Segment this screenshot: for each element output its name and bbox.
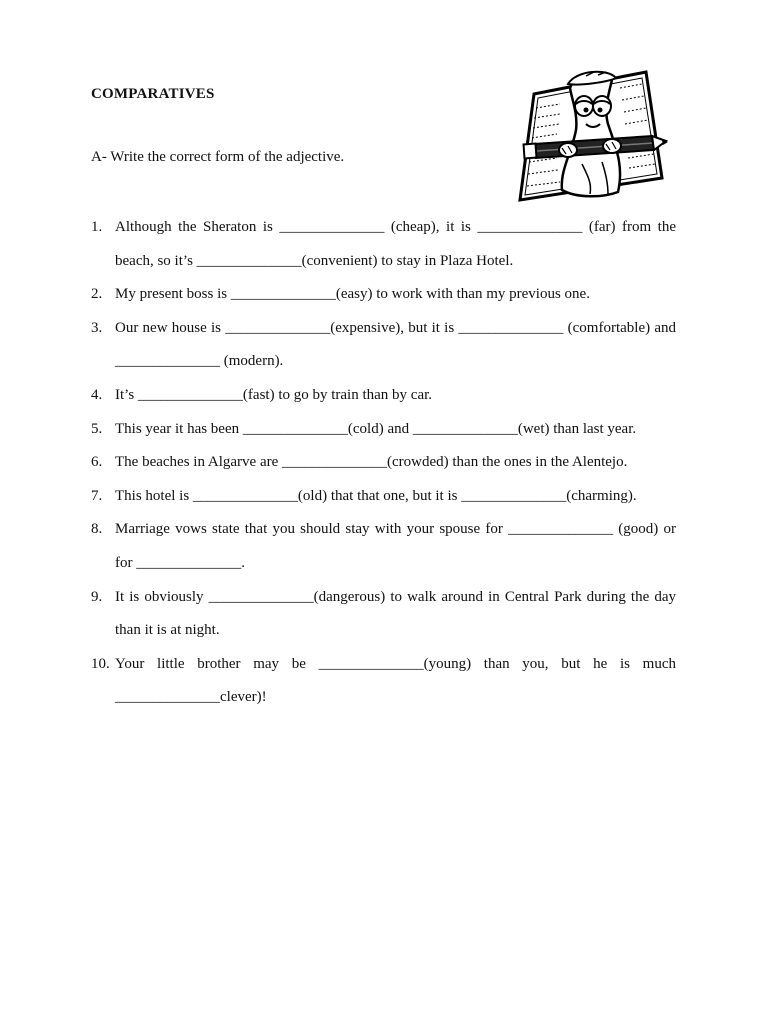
item-text: This year it has been ______________(cold) and ______________(wet) than last year. bbox=[115, 420, 637, 437]
item-number: 8. bbox=[91, 521, 103, 538]
item-text: Marriage vows state that you should stay with your spouse for ______________ (good) or for ______________. bbox=[115, 521, 676, 571]
item-number: 2. bbox=[91, 286, 103, 303]
worksheet-title: COMPARATIVES bbox=[91, 86, 215, 102]
exercise-item-5 bbox=[91, 413, 676, 447]
item-number: 9. bbox=[91, 588, 103, 605]
exercise-item-1 bbox=[91, 211, 676, 278]
item-text: Our new house is ______________(expensive), but it is ______________ (comfortable) and ______________ (modern). bbox=[115, 319, 676, 370]
exercise-item-10 bbox=[91, 648, 676, 715]
exercise-item-9 bbox=[91, 581, 676, 648]
exercise-item-8 bbox=[91, 513, 676, 580]
item-number: 5. bbox=[91, 420, 103, 437]
item-text: Although the Sheraton is ______________ (cheap), it is ______________ (far) from the beach, so it’s ______________(convenient) to stay in Plaza Hotel. bbox=[115, 219, 676, 269]
item-number: 3. bbox=[91, 319, 103, 336]
item-number: 10. bbox=[91, 655, 110, 672]
item-text: It is obviously ______________(dangerous) to walk around in Central Park during the day than it is at night. bbox=[115, 588, 676, 639]
exercise-item-4 bbox=[91, 379, 676, 413]
item-text: The beaches in Algarve are ______________(crowded) than the ones in the Alentejo. bbox=[115, 454, 628, 471]
item-text: This hotel is ______________(old) that that one, but it is ______________(charming). bbox=[115, 487, 637, 504]
exercise-item-6 bbox=[91, 446, 676, 480]
item-number: 7. bbox=[91, 487, 103, 504]
item-number: 6. bbox=[91, 454, 103, 471]
item-number: 4. bbox=[91, 386, 103, 403]
item-text: Your little brother may be ______________(young) than you, but he is much ______________clever)! bbox=[115, 655, 676, 706]
newspaper-character-with-pencil-icon bbox=[512, 66, 672, 206]
exercise-instruction: A- Write the correct form of the adjective. bbox=[91, 149, 345, 165]
exercise-list bbox=[91, 211, 676, 715]
exercise-item-7 bbox=[91, 480, 676, 514]
exercise-item-3 bbox=[91, 312, 676, 379]
item-number: 1. bbox=[91, 219, 103, 235]
item-text: My present boss is ______________(easy) to work with than my previous one. bbox=[115, 286, 590, 303]
exercise-item-2 bbox=[91, 278, 676, 312]
item-text: It’s ______________(fast) to go by train than by car. bbox=[115, 386, 433, 403]
